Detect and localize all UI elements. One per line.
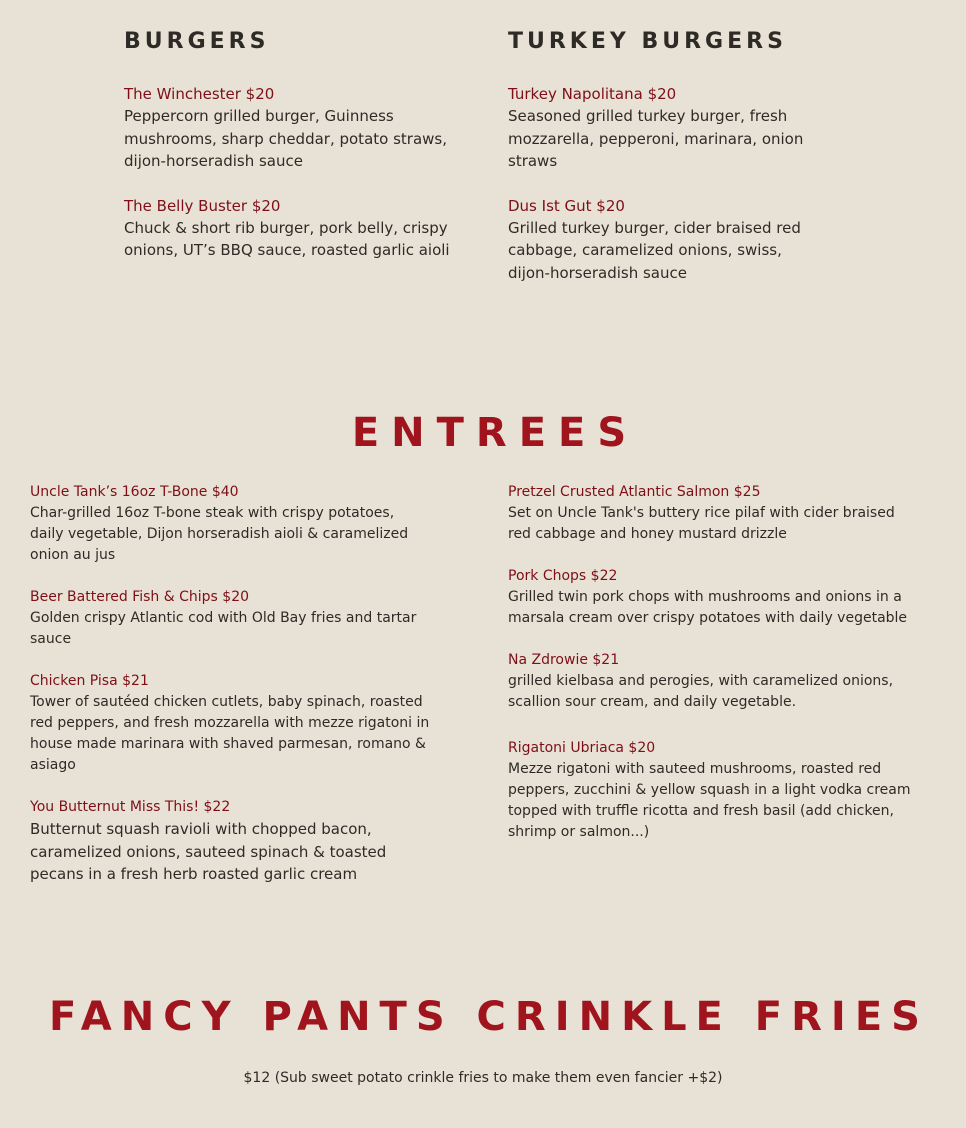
menu-item [508, 482, 913, 545]
menu-item-description: Grilled turkey burger, cider braised red cabbage, caramelized onions, swiss, dijon-horseradish sauce [508, 218, 801, 282]
menu-item-title: Dus Ist Gut $20 [508, 196, 625, 215]
menu-item [508, 83, 818, 173]
menu-item-description: Char-grilled 16oz T-bone steak with crispy potatoes, daily vegetable, Dijon horseradish aioli & caramelized onion au jus [30, 505, 409, 563]
menu-item-title: Beer Battered Fish & Chips $20 [30, 589, 250, 605]
entrees-right-list [508, 482, 913, 843]
menu-item-description: Golden crispy Atlantic cod with Old Bay fries and tartar sauce [30, 610, 417, 647]
menu-item [508, 650, 913, 713]
menu-item-description: Mezze rigatoni with sauteed mushrooms, roasted red peppers, zucchini & yellow squash in a light vodka cream topped with truffle ricotta and fresh basil (add chicken, shrimp or salmon...) [508, 761, 911, 840]
menu-item-title: Turkey Napolitana $20 [508, 85, 677, 103]
entrees-left-list [30, 482, 430, 886]
menu-item-title: Uncle Tank’s 16oz T-Bone $40 [30, 484, 239, 500]
fries-heading: FANCY PANTS CRINKLE FRIES [49, 994, 929, 1040]
menu-item [508, 738, 913, 843]
menu-item-description: grilled kielbasa and perogies, with caramelized onions, scallion sour cream, and daily vegetable. [508, 673, 894, 710]
menu-item [124, 83, 464, 173]
turkey-burgers-list [508, 83, 818, 284]
menu-item-title: The Winchester $20 [124, 85, 275, 103]
menu-item-description: Set on Uncle Tank's buttery rice pilaf with cider braised red cabbage and honey mustard drizzle [508, 505, 895, 542]
menu-item [30, 797, 430, 886]
menu-item-title: Chicken Pisa $21 [30, 673, 149, 689]
burgers-heading: BURGERS [124, 29, 270, 54]
menu-item-description: Grilled twin pork chops with mushrooms and onions in a marsala cream over crispy potatoes with daily vegetable [508, 589, 908, 626]
menu-item-description: Tower of sautéed chicken cutlets, baby spinach, roasted red peppers, and fresh mozzarella with mezze rigatoni in house made marinara with shaved parmesan, romano & asiago [30, 694, 430, 773]
menu-item-title: The Belly Buster $20 [124, 196, 281, 215]
menu-item-description: Butternut squash ravioli with chopped bacon, caramelized onions, sauteed spinach & toasted pecans in a fresh herb roasted garlic cream [30, 820, 387, 883]
menu-item-description: Chuck & short rib burger, pork belly, crispy onions, UT’s BBQ sauce, roasted garlic aioli [124, 218, 450, 259]
menu-item [508, 195, 818, 285]
menu-item-title: Na Zdrowie $21 [508, 652, 620, 668]
entrees-heading: ENTREES [351, 410, 639, 456]
menu-item [508, 566, 913, 629]
menu-item-title: Pretzel Crusted Atlantic Salmon $25 [508, 484, 761, 500]
turkey-burgers-heading: TURKEY BURGERS [508, 29, 787, 54]
menu-item [30, 587, 430, 650]
menu-item-description: Seasoned grilled turkey burger, fresh mozzarella, pepperoni, marinara, onion straws [508, 107, 804, 170]
fries-price-note: $12 (Sub sweet potato crinkle fries to make them even fancier +$2) [243, 1070, 723, 1086]
burgers-list [124, 83, 464, 262]
menu-item [30, 671, 430, 776]
menu-item [124, 195, 464, 262]
menu-item-title: Rigatoni Ubriaca $20 [508, 740, 656, 756]
menu-item-title: Pork Chops $22 [508, 568, 618, 584]
menu-item-description: Peppercorn grilled burger, Guinness mushrooms, sharp cheddar, potato straws, dijon-horseradish sauce [124, 107, 447, 170]
menu-item-title: You Butternut Miss This! $22 [30, 799, 231, 815]
menu-item [30, 482, 430, 566]
